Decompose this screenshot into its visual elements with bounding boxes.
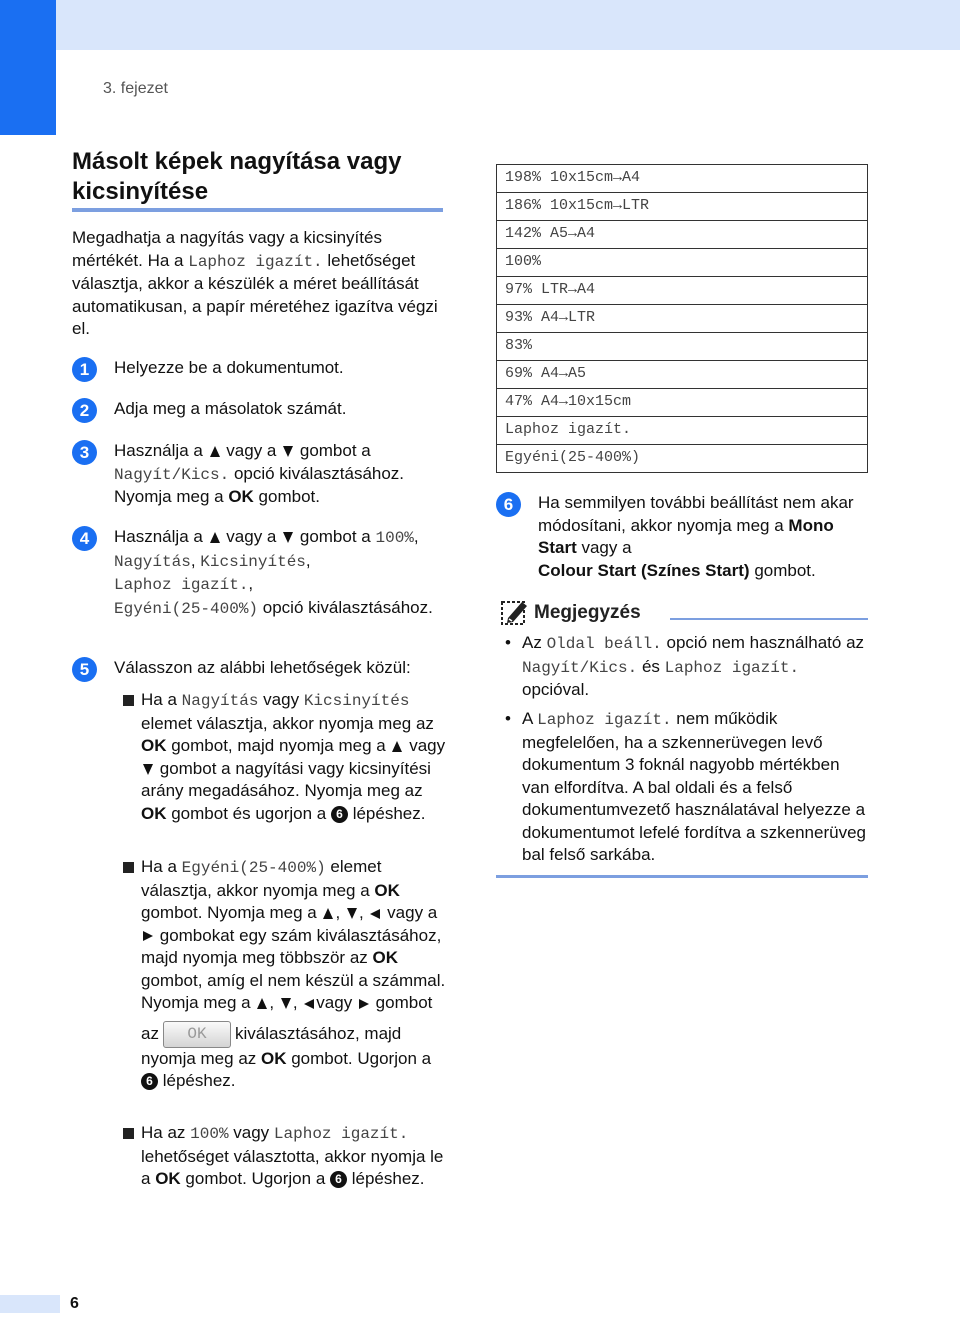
text: vagy <box>316 993 353 1012</box>
intro-text: lehetőséget választja, akkor a készülék a méret beállítását automatikusan, a papír méretéhez igazítva végzi el. <box>72 250 438 338</box>
table-cell: 198% 10x15cm→A4 <box>497 165 868 193</box>
table-cell: 69% A4→A5 <box>497 361 868 389</box>
intro-text: Megadhatja a nagyítás vagy a kicsinyítés mértékét. Ha a <box>72 228 382 270</box>
note-text <box>522 708 867 867</box>
text: gombot, amíg el nem készül a számmal. <box>141 970 446 990</box>
table-row <box>497 277 868 305</box>
key-name: OK <box>372 948 398 967</box>
text: kiválasztásához, majd nyomja meg az <box>141 1023 402 1068</box>
text: elemet választja, akkor nyomja meg az <box>141 713 434 733</box>
section-title: Másolt képek nagyítása vagy kicsinyítése <box>72 148 402 205</box>
text: Ha a <box>141 857 182 876</box>
key-name: OK <box>228 487 254 506</box>
header-band <box>0 0 960 50</box>
text: Nyomja meg a <box>114 487 229 506</box>
text: gombot a <box>299 441 371 460</box>
text: vagy <box>258 690 304 709</box>
key-name: OK <box>141 736 167 755</box>
text: elemet választja, akkor nyomja meg a <box>141 857 382 900</box>
text: gombot a <box>299 527 371 546</box>
step-6 <box>496 492 876 582</box>
bullet-text <box>141 1122 446 1191</box>
menu-option: Kicsinyítés <box>200 552 306 571</box>
text: gombot. Nyomja meg a <box>141 903 317 922</box>
menu-option: Laphoz igazít. <box>537 711 672 729</box>
bullet-dot: • <box>505 633 511 652</box>
arrow-down-icon <box>281 998 291 1009</box>
title-rule <box>72 208 443 212</box>
table-cell: 142% A5→A4 <box>497 221 868 249</box>
text: A <box>522 709 538 728</box>
step-4 <box>72 526 452 620</box>
text: vagy <box>228 1123 274 1142</box>
text: , <box>413 527 419 546</box>
table-row <box>497 389 868 417</box>
step-number: 2 <box>72 398 97 423</box>
zoom-options-table <box>496 164 868 473</box>
text: , <box>292 993 298 1012</box>
arrow-up-icon <box>257 998 267 1009</box>
text: , <box>248 574 254 593</box>
step-text <box>538 492 873 582</box>
arrow-up-icon <box>210 446 220 457</box>
arrow-up-icon <box>210 532 220 543</box>
arrow-up-icon <box>323 908 333 919</box>
text: lépéshez. <box>352 803 426 823</box>
table-row <box>497 165 868 193</box>
step-ref-icon: 6 <box>141 1073 158 1090</box>
arrow-down-icon <box>143 764 153 775</box>
table-row <box>497 249 868 277</box>
note-item-2 <box>505 708 870 867</box>
menu-option: Egyéni(25-400%) <box>114 599 259 618</box>
key-name: OK <box>374 880 400 900</box>
step-ref-icon: 6 <box>330 1171 347 1188</box>
table-row <box>497 333 868 361</box>
text: Ha semmilyen további beállítást nem akar módosítani, akkor nyomja meg a <box>538 493 854 535</box>
text: , <box>305 550 311 570</box>
arrow-right-icon <box>359 999 369 1009</box>
menu-option: Laphoz igazít. <box>273 1125 409 1143</box>
menu-option: Kicsinyítés <box>303 692 410 710</box>
step-number: 1 <box>72 357 97 382</box>
arrow-right-icon <box>143 931 153 941</box>
text: gombot. <box>749 560 816 580</box>
text: gombokat egy szám kiválasztásához, majd nyomja meg többször az <box>141 925 442 967</box>
table-row <box>497 417 868 445</box>
menu-option: Nagyítás <box>181 692 259 710</box>
text: lehetőséget választotta, akkor nyomja le a <box>141 1146 444 1188</box>
square-bullet-icon <box>123 695 134 706</box>
step-text <box>114 526 454 620</box>
chapter-tab <box>0 0 56 135</box>
text: vagy a <box>387 903 438 922</box>
text: lépéshez. <box>162 1071 236 1090</box>
text: nem működik megfelelően, ha a szkennerüvegen levő dokumentum 3 foknál nagyobb mértékben van elfordítva. A bal oldali és a felső dokumentumvezető használatával helyezze a dokumentumot lefelé fordítva a szkennerüveg bal felső sarkába. <box>522 709 866 864</box>
text: Az <box>522 633 547 652</box>
note-header <box>496 598 868 628</box>
arrow-down-icon <box>347 908 357 919</box>
text: , <box>269 993 275 1012</box>
text: gombot. Ugorjon a <box>180 1169 326 1188</box>
note-rule <box>496 875 868 878</box>
intro-paragraph <box>72 227 442 341</box>
text: vagy <box>409 736 446 755</box>
arrow-down-icon <box>283 532 293 543</box>
key-name: OK <box>155 1169 181 1188</box>
text: vagy a <box>226 527 277 546</box>
menu-option: Nagyít/Kics. <box>522 658 638 677</box>
menu-option: Laphoz igazít. <box>664 658 800 677</box>
page-number: 6 <box>70 1295 79 1312</box>
menu-option: Oldal beáll. <box>546 635 662 653</box>
table-row <box>497 193 868 221</box>
step-1 <box>72 357 452 380</box>
text: lépéshez. <box>351 1169 425 1188</box>
bullet-text <box>141 689 446 825</box>
step-3 <box>72 440 452 509</box>
square-bullet-icon <box>123 862 134 873</box>
step-text: Adja meg a másolatok számát. <box>114 399 347 418</box>
key-name: OK <box>141 803 167 823</box>
ok-button-image: OK <box>163 1021 231 1048</box>
table-row <box>497 305 868 333</box>
menu-option: Egyéni(25-400%) <box>181 859 326 877</box>
table-cell: 186% 10x15cm→LTR <box>497 193 868 221</box>
text: gombot. <box>253 487 320 506</box>
text: gombot és ugorjon a <box>166 803 327 823</box>
text: gombot a nagyítási vagy kicsinyítési arány megadásához. Nyomja meg az <box>141 758 431 800</box>
note-text <box>522 632 867 702</box>
text: Ha a <box>141 690 182 709</box>
text: gombot <box>375 993 433 1012</box>
text: és <box>637 656 665 676</box>
text: Ha az <box>141 1123 191 1142</box>
footer-band <box>0 1295 60 1313</box>
menu-option: Nagyítás <box>114 552 191 571</box>
step-5 <box>72 657 452 680</box>
key-name: OK <box>261 1048 287 1068</box>
table-cell: 97% LTR→A4 <box>497 277 868 305</box>
step-number: 5 <box>72 657 97 682</box>
note-title: Megjegyzés <box>534 602 641 623</box>
note-rule <box>670 618 868 620</box>
step-ref-icon: 6 <box>331 806 348 823</box>
arrow-down-icon <box>283 446 293 457</box>
menu-option: 100% <box>190 1125 229 1143</box>
table-cell: Laphoz igazít. <box>497 417 868 445</box>
table-cell: Egyéni(25-400%) <box>497 445 868 473</box>
step-text: Helyezze be a dokumentumot. <box>114 358 344 377</box>
step-text <box>114 440 454 509</box>
option-bullet-1 <box>120 689 450 825</box>
step-number: 3 <box>72 440 97 465</box>
text: opcióval. <box>522 680 590 699</box>
table-cell: 83% <box>497 333 868 361</box>
table-row <box>497 445 868 473</box>
arrow-left-icon <box>304 999 314 1009</box>
text: gombot. Ugorjon a <box>286 1048 432 1068</box>
text: gombot, majd nyomja meg a <box>166 736 386 755</box>
table-cell: 100% <box>497 249 868 277</box>
arrow-up-icon <box>392 741 402 752</box>
arrow-left-icon <box>370 909 380 919</box>
text: opció kiválasztásához. <box>258 597 433 617</box>
note-item-1 <box>505 632 870 702</box>
text: az <box>141 1023 159 1043</box>
menu-option: 100% <box>375 529 414 547</box>
option-bullet-3 <box>120 1122 450 1191</box>
step-number: 4 <box>72 526 97 551</box>
table-cell: 47% A4→10x15cm <box>497 389 868 417</box>
chapter-label: 3. fejezet <box>103 80 168 97</box>
table-row <box>497 361 868 389</box>
text: , <box>335 903 341 922</box>
text: , <box>358 903 364 922</box>
text: Nyomja meg a <box>141 993 251 1012</box>
table-cell: 93% A4→LTR <box>497 305 868 333</box>
table-row <box>497 221 868 249</box>
step-number: 6 <box>496 492 521 517</box>
menu-option: Nagyít/Kics. <box>114 465 230 484</box>
bullet-dot: • <box>505 709 511 728</box>
text: opció nem használható az <box>661 633 865 652</box>
step-text: Válasszon az alábbi lehetőségek közül: <box>114 658 411 677</box>
text: vagy a <box>226 441 277 460</box>
key-name: Colour Start (Színes Start) <box>538 560 750 580</box>
square-bullet-icon <box>123 1128 134 1139</box>
text: , <box>190 550 196 570</box>
option-bullet-2 <box>120 856 450 1093</box>
note-pencil-icon <box>500 598 530 626</box>
key-name: Mono Start <box>538 515 834 557</box>
bullet-text <box>141 856 446 1093</box>
text: Használja a <box>114 527 203 546</box>
menu-option: Laphoz igazít. <box>114 576 249 594</box>
step-2 <box>72 398 452 421</box>
text: Használja a <box>114 441 203 460</box>
text: vagy a <box>576 538 632 557</box>
text: opció kiválasztásához. <box>229 463 405 483</box>
intro-mono: Laphoz igazít. <box>188 252 323 271</box>
